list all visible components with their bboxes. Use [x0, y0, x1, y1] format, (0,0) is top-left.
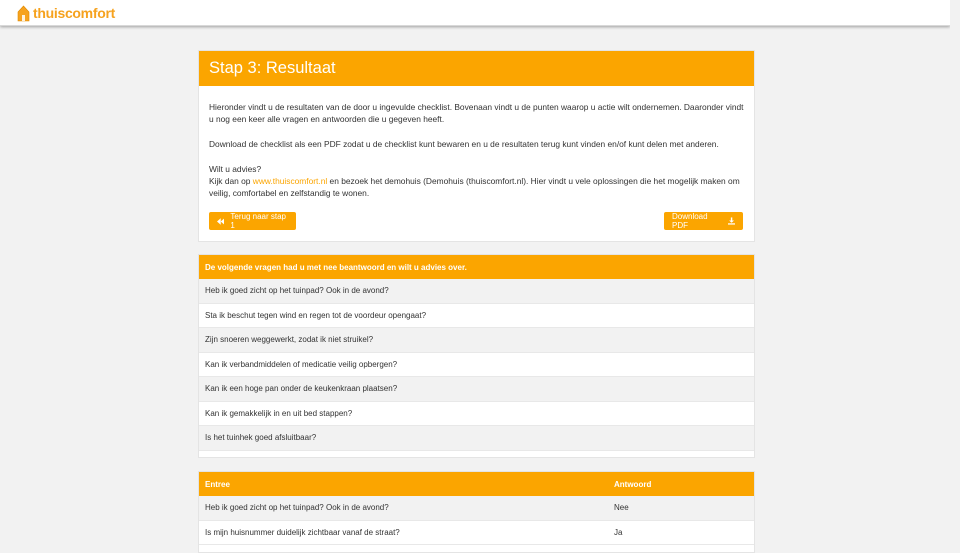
advice-list-header: De volgende vragen had u met nee beantwoord en wilt u advies over. [199, 255, 754, 279]
answers-table [198, 471, 755, 553]
website-link[interactable]: www.thuiscomfort.nl [252, 176, 328, 186]
column-header-antwoord: Antwoord [614, 479, 652, 489]
scrollbar[interactable] [950, 0, 960, 540]
download-text: Download de checklist als een PDF zodat u de checklist kunt bewaren en u de resultaten terug kunt vinden en/of kunt delen met anderen. [209, 139, 719, 149]
download-icon [728, 217, 735, 225]
table-cell-answer: Ja [614, 527, 623, 537]
list-item: Heb ik goed zicht op het tuinpad? Ook in de avond? [199, 279, 754, 304]
back-button-label: Terug naar stap 1 [230, 212, 286, 230]
fast-backward-icon [217, 218, 224, 225]
result-card [198, 50, 755, 242]
list-item: Zijn snoeren weggewerkt, zodat ik niet struikel? [199, 328, 754, 353]
table-cell-question: Is mijn huisnummer duidelijk zichtbaar vanaf de straat? [205, 527, 400, 537]
advice-prefix: Kijk dan op [209, 176, 253, 186]
table-header [199, 472, 754, 496]
list-item: Kan ik verbandmiddelen of medicatie veilig opbergen? [199, 353, 754, 378]
column-header-entree: Entree [205, 479, 230, 489]
list-item: Is het tuinhek goed afsluitbaar? [199, 426, 754, 451]
list-item: Kan ik gemakkelijk in en uit bed stappen? [199, 402, 754, 427]
table-row [199, 496, 754, 521]
logo[interactable] [17, 3, 115, 23]
pdf-button-label: Download PDF [672, 212, 708, 230]
table-cell-answer: Nee [614, 503, 629, 513]
page-title: Stap 3: Resultaat [199, 51, 754, 86]
back-to-step-1-button[interactable] [209, 212, 296, 230]
top-navbar [0, 0, 950, 26]
advice-paragraph [209, 163, 744, 200]
house-icon [17, 4, 30, 22]
list-item: Sta ik beschut tegen wind en regen tot de voordeur opengaat? [199, 304, 754, 329]
table-cell-question: Heb ik goed zicht op het tuinpad? Ook in de avond? [205, 503, 389, 513]
list-item: Kan ik een hoge pan onder de keukenkraan plaatsen? [199, 377, 754, 402]
advice-list-card [198, 254, 755, 458]
advice-suffix: en bezoek het demohuis (Demohuis (thuiscomfort.nl). Hier vindt u vele oplossingen die het mogelijk maken om veilig, comfortabel en zelfstandig te wonen. [209, 176, 740, 199]
intro-text: Hieronder vindt u de resultaten van de door u ingevulde checklist. Bovenaan vindt u de punten waarop u actie wilt ondernemen. Daaronder vindt u nog een keer alle vragen en antwoorden die u gegeven heeft. [209, 102, 744, 125]
table-row [199, 521, 754, 546]
advice-question: Wilt u advies? [209, 163, 262, 174]
logo-text: thuiscomfort [33, 5, 115, 21]
result-description [199, 86, 754, 200]
download-pdf-button[interactable] [664, 212, 743, 230]
